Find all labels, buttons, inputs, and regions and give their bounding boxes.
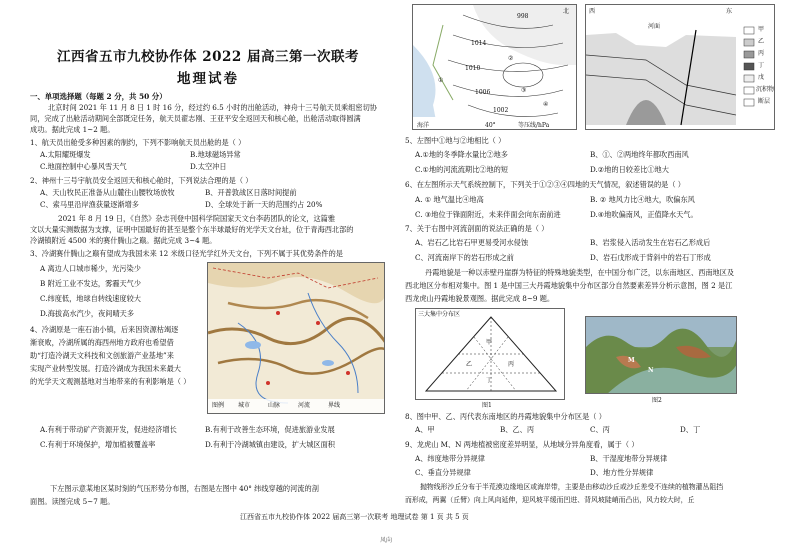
question-stem: 1、航天员出舱受多种因素的制约，下列不影响航天员出舱的是（ ） [30,138,246,147]
triangle-title: 三大集中分布区 [418,311,461,318]
region-label: 乙 [466,361,473,368]
pressure-map-figure [412,4,577,130]
passage-line: 下左图示意某地区某时刻的气压形势分布图，右图是左图中 40° 纬线穿越的河流的剖 [50,484,319,493]
passage-line: 西龙虎山丹霞地貌景观图。据此完成 8~9 题。 [405,294,555,303]
legend-label: 乙 [758,38,765,45]
option-a[interactable]: A 离边人口城市稀少，光污染少 [40,264,141,273]
passage-line: 面图。读图完成 5~7 题。 [30,497,115,506]
option-a[interactable]: A.太阳耀斑爆发 [40,150,91,159]
option-b[interactable]: B、乙、丙 [500,425,535,434]
figure-caption: 图1 [482,402,492,409]
option-c[interactable]: C、索马里沿岸渔获量逐渐增多 [40,200,139,209]
figure-caption: 图2 [652,397,662,404]
legend-label: 海洋 [417,122,430,129]
question-stem: 8、图中甲、乙、丙代表东南地区的丹霞地貌集中分布区是（ ） [405,412,606,421]
option-d[interactable]: D.太空冲日 [190,162,227,171]
legend-label: 丙 [758,50,765,57]
bottom-mark: 风向 [380,537,393,544]
legend-label: 甲 [758,26,765,33]
question-stem: 助“打造冷湖天文科技和文创旅游产业基地”来 [30,351,174,360]
legend-label: 沉积物 [756,86,775,93]
option-d[interactable]: D.④地吹偏南风，正值降水天气。 [590,210,698,219]
question-stem: 渐衰败，冷湖所属的海西州地方政府也希望借 [30,338,174,347]
isobar-label: 1006 [475,89,491,96]
option-b[interactable]: B 附近工业不发达，雾霾天气少 [40,279,142,288]
option-a[interactable]: A.①地的冬季降水量比②地多 [415,150,508,159]
option-d[interactable]: D.②地的日较差比①地大 [590,165,669,174]
question-stem: 3、冷湖赛什腾山之巅有望成为我国未来 12 米级口径光学红外天文台，下列不属于其优势条件的是 [30,249,343,258]
passage-line: 冷湖镇附近 4500 米的赛什腾山之巅。据此完成 3~4 题。 [30,236,217,245]
question-stem: 6、在左图所示天气系统控制下，下列关于①②③④四地的天气情况，叙述错误的是（ ） [405,180,685,189]
option-a[interactable]: A.有利于带动矿产资源开发，促进经济增长 [40,425,177,434]
photo-marker-n: N [648,367,654,374]
passage-line: 同，完成了出舱活动期间全部既定任务，航天员翟志刚、王亚平安全返回天和核心舱，出舱活动取得圆满 [30,114,361,123]
legend-label: 戊 [758,74,765,81]
direction-label: 西 [589,8,596,15]
passage-line: 北京时间 2021 年 11 月 8 日 1 时 16 分，经过约 6.5 小时的出舱活动，神舟十三号航天员乘组密切协 [48,103,377,112]
exam-title: 江西省五市九校协作体 2022 届高三第一次联考 [57,49,359,65]
option-c[interactable]: C.地面控制中心暴风雪天气 [40,162,127,171]
point-marker: ④ [543,101,549,108]
option-a[interactable]: A、岩石乙比岩石甲更易受河水侵蚀 [415,238,529,247]
passage-line: 成功。据此完成 1~2 题。 [30,125,115,134]
option-d[interactable]: D、地方性分异规律 [590,468,654,477]
option-a[interactable]: A、纬度地带分异规律 [415,454,485,463]
option-d[interactable]: D、丁 [680,425,701,434]
region-label: 甲 [486,339,493,346]
section-svg [586,5,775,130]
legend-label: 界线 [328,402,341,409]
question-stem: 5、左图中①地与②地相比（ ） [405,136,506,145]
isobar-label: 1010 [465,65,481,72]
direction-label: 东 [726,8,733,15]
option-b[interactable]: B、①、②两地终年都吹西南风 [590,150,689,159]
question-stem: 2、神州十三号宇航员安全返回天和核心舱时，下列说法合理的是（ ） [30,176,253,185]
option-c[interactable]: C. ③地位于锋面附近，未来伴面会向东南前进 [415,210,561,219]
question-stem: 7、关于右图中河流剖面的说法正确的是（ ） [405,224,549,233]
option-d[interactable]: D.海拔高水汽少，夜间晴天多 [40,309,135,318]
passage-line: 丹霞地貌是一种以赤壁丹崖群为特征的特殊地貌类型，在中国分布广泛，以东南地区、西南地区及 [425,268,735,277]
option-c[interactable]: C.①地的河流流期比②地的短 [415,165,509,174]
section-heading: 一、单项选择题（每题 2 分，共 50 分） [30,92,167,101]
exam-subject: 地理试卷 [177,71,239,87]
option-c[interactable]: C、垂直分异规律 [415,468,471,477]
latitude-label: 40° [485,122,496,129]
isobar-label: 1014 [471,40,487,47]
legend-label: 河流 [298,402,311,409]
passage-line: 抛物线形沙丘分布于半荒漠边缘地区或海岸带，主要是由移动沙丘或沙丘差受不连续的植物灌丛阻挡 [420,483,724,491]
legend-label: 山脉 [268,402,281,409]
option-c[interactable]: C、丙 [590,425,610,434]
page-footer: 江西省五市九校协作体 2022 届高三第一次联考 地理试卷 第 1 页 共 5 页 [240,513,469,521]
triangle-svg [416,309,565,400]
river-section-figure [585,4,775,130]
option-c[interactable]: C、河流南岸下的岩石形成之前 [415,253,514,262]
danxia-photo [585,316,737,394]
option-a[interactable]: A、天山牧民正准备从山麓往山腰牧场放牧 [40,188,175,197]
legend-label: 断层 [758,98,771,105]
option-c[interactable]: C.有利于环境保护，增加植被覆盖率 [40,440,156,449]
option-b[interactable]: B、岩浆侵入活动发生在岩石乙形成后 [590,238,711,247]
river-label: 河面 [648,23,661,30]
question-stem: 实现产业转型发展。打造冷湖成为我国未来最大 [30,364,181,373]
triangle-figure [415,308,565,400]
question-stem: 9、龙虎山 M、N 两地植被密度差异明显，从地域分异角度看，属于（ ） [405,440,639,449]
passage-line: 文以大量实测数据为支撑，证明中国最好的甚至是整个东半球最好的光学天文台址，位于青海西北部的 [30,225,354,234]
legend-label: 丁 [758,62,765,69]
option-b[interactable]: B. ② 地风力比④地大，吹偏东风 [590,195,695,204]
photo-marker-m: M [628,357,635,364]
option-d[interactable]: D.有利于冷湖城镇由建设，扩大城区面积 [205,440,335,449]
point-marker: ① [438,77,444,84]
option-a[interactable]: A、甲 [415,425,435,434]
option-d[interactable]: D、岩石戊形成于背斜中的岩石丁形成 [590,253,711,262]
option-b[interactable]: B、开普敦战区日落时间提前 [205,188,297,197]
isobar-label: 1002 [493,107,509,114]
region-label: 丙 [508,361,515,368]
option-c[interactable]: C.纬度低，地球自转线速度较大 [40,294,141,303]
passage-line: 西北地区分布相对集中。图 1 是中国三大丹霞地貌集中分布区部分自然要素差异分析示意图，图 2 是江 [405,281,733,290]
option-b[interactable]: B、干湿度地带分异规律 [590,454,668,463]
qinghai-map-figure [207,262,385,414]
option-b[interactable]: B.有利于改善生态环境，促进旅游业发展 [205,425,335,434]
option-a[interactable]: A. ① 地气温比④地高 [415,195,484,204]
legend-label: 等压线/hPa [518,122,550,129]
legend-label: 城市 [238,402,251,409]
map-svg [208,263,385,414]
point-marker: ② [508,55,514,62]
region-label: 丁 [486,377,493,384]
legend-label: 图例 [212,402,225,409]
point-marker: ③ [521,87,527,94]
question-stem: 的光学天文观测基地对当地带来的有利影响是（ ） [30,377,191,386]
passage-line: 2021 年 8 月 19 日，《自然》杂志刊登中国科学院国家天文台李菂团队的论文，这篇雅 [58,214,336,223]
passage-line: 而形成，两翼（丘臂）向上风向延伸，迎风坡平缓而凹进、背风坡陡峭而凸出，风力较大时，丘 [405,496,695,504]
isobar-label: 998 [517,13,529,20]
photo-svg [586,317,737,394]
option-b[interactable]: B.地球磁场异常 [190,150,241,159]
question-stem: 4、冷湖原是一座石油小镇，后来因资源枯竭逐 [30,325,179,334]
north-label: 北 [563,8,570,15]
option-d[interactable]: D、全球处于新一天的范围约占 20% [205,200,323,209]
